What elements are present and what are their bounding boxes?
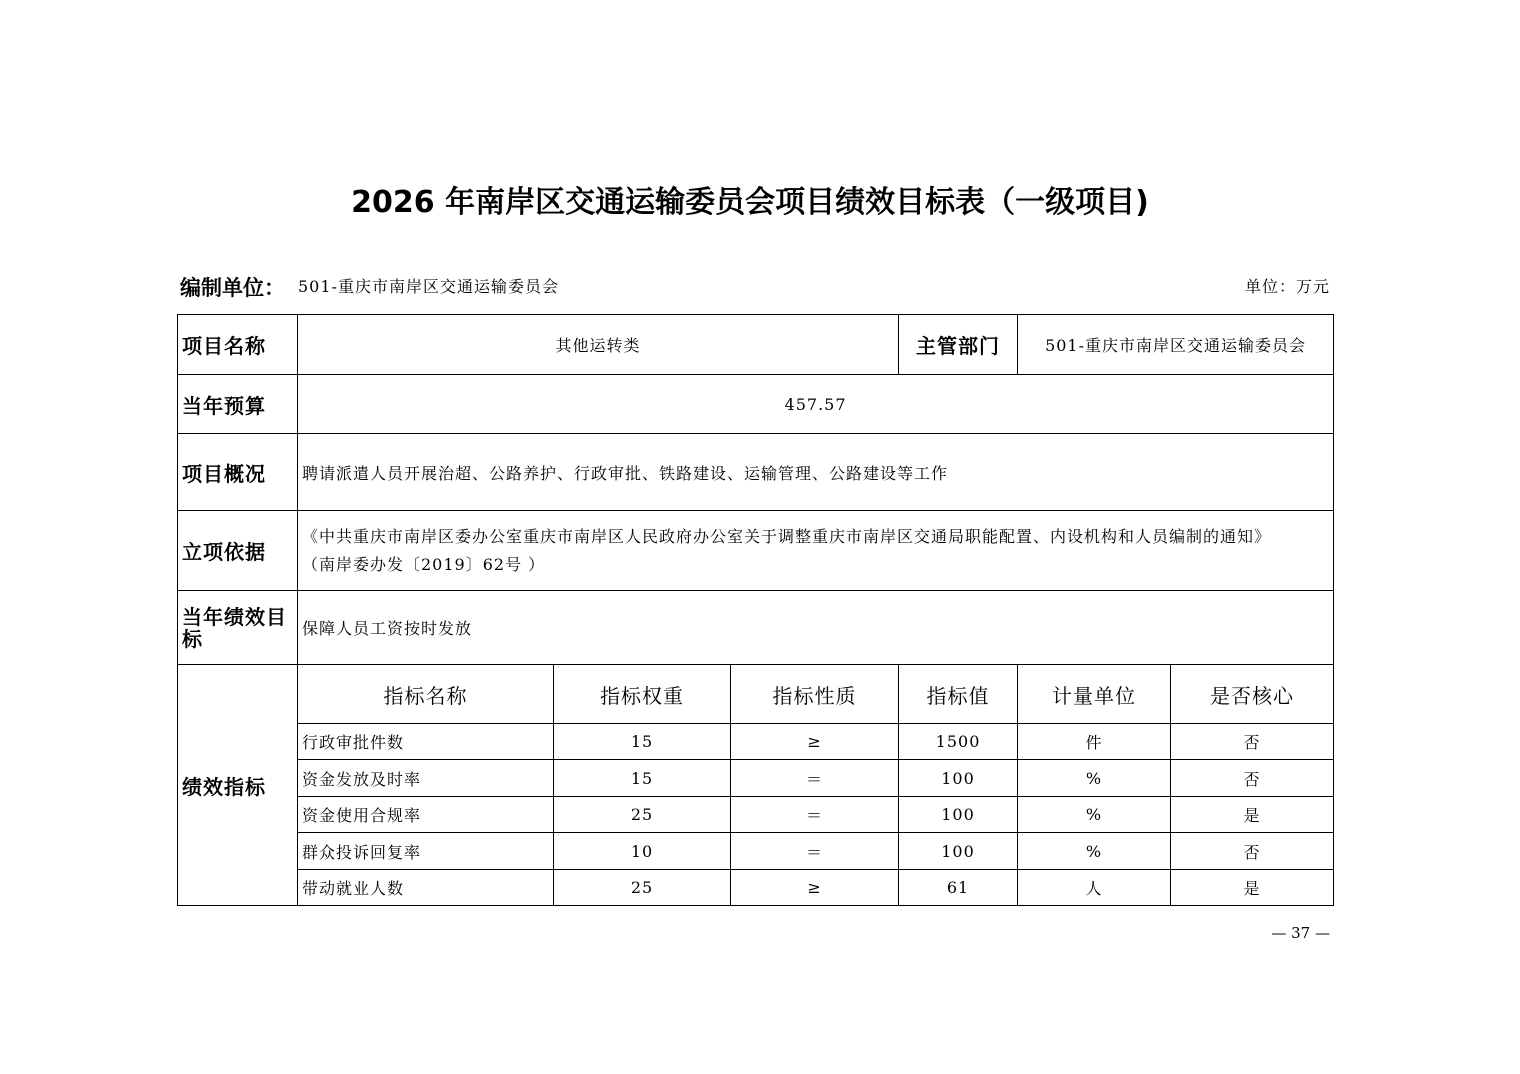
table-row [178, 870, 1334, 906]
indicator-name: 群众投诉回复率 [298, 833, 554, 870]
indicator-core: 否 [1171, 760, 1334, 797]
indicator-nature: ＝ [731, 833, 899, 870]
table-row [178, 833, 1334, 870]
indicator-nature: ＝ [731, 797, 899, 833]
basis-value [298, 511, 1334, 591]
basis-row [178, 511, 1334, 591]
indicator-unit: % [1018, 797, 1171, 833]
indicator-value: 100 [899, 833, 1018, 870]
goal-value: 保障人员工资按时发放 [298, 591, 1334, 665]
indicator-core: 是 [1171, 797, 1334, 833]
indicator-name: 带动就业人数 [298, 870, 554, 906]
table-row [178, 797, 1334, 833]
indicator-weight: 25 [554, 870, 731, 906]
page-title: 2026 年南岸区交通运输委员会项目绩效目标表（一级项目) [351, 185, 1149, 220]
overview-label: 项目概况 [178, 434, 298, 511]
col-header-core: 是否核心 [1171, 665, 1334, 724]
indicator-core: 否 [1171, 833, 1334, 870]
indicator-nature: ≥ [731, 724, 899, 760]
indicator-value: 61 [899, 870, 1018, 906]
indicator-value: 100 [899, 760, 1018, 797]
indicator-name: 资金发放及时率 [298, 760, 554, 797]
performance-table [177, 314, 1334, 906]
indicator-weight: 15 [554, 760, 731, 797]
col-header-name: 指标名称 [298, 665, 554, 724]
col-header-value: 指标值 [899, 665, 1018, 724]
table-row [178, 724, 1334, 760]
indicator-core: 是 [1171, 870, 1334, 906]
org-label: 编制单位： [180, 276, 285, 300]
goal-label: 当年绩效目标 [178, 591, 298, 665]
basis-line-2: （南岸委办发〔2019〕62号 ） [302, 554, 546, 574]
indicator-name: 行政审批件数 [298, 724, 554, 760]
indicator-weight: 10 [554, 833, 731, 870]
project-name-label: 项目名称 [178, 315, 298, 375]
dept-value: 501-重庆市南岸区交通运输委员会 [1018, 315, 1334, 375]
indicator-weight: 15 [554, 724, 731, 760]
indicator-unit: % [1018, 760, 1171, 797]
indicator-value: 1500 [899, 724, 1018, 760]
page-number: — 37 — [1271, 924, 1330, 942]
indicator-nature: ＝ [731, 760, 899, 797]
indicator-weight: 25 [554, 797, 731, 833]
basis-line-1: 《中共重庆市南岸区委办公室重庆市南岸区人民政府办公室关于调整重庆市南岸区交通局职能配置、内设机构和人员编制的通知》 [302, 526, 1272, 546]
budget-label: 当年预算 [178, 375, 298, 434]
project-name-value: 其他运转类 [298, 315, 899, 375]
basis-label: 立项依据 [178, 511, 298, 591]
overview-value: 聘请派遣人员开展治超、公路养护、行政审批、铁路建设、运输管理、公路建设等工作 [298, 434, 1334, 511]
col-header-weight: 指标权重 [554, 665, 731, 724]
table-row [178, 760, 1334, 797]
indicator-value: 100 [899, 797, 1018, 833]
indicator-name: 资金使用合规率 [298, 797, 554, 833]
col-header-nature: 指标性质 [731, 665, 899, 724]
overview-row [178, 434, 1334, 511]
col-header-unit: 计量单位 [1018, 665, 1171, 724]
indicator-header-row [178, 665, 1334, 724]
indicator-unit: % [1018, 833, 1171, 870]
dept-label: 主管部门 [899, 315, 1018, 375]
indicator-unit: 人 [1018, 870, 1171, 906]
goal-row [178, 591, 1334, 665]
indicators-label: 绩效指标 [178, 665, 298, 906]
org-value: 501-重庆市南岸区交通运输委员会 [298, 277, 559, 296]
budget-row [178, 375, 1334, 434]
indicator-core: 否 [1171, 724, 1334, 760]
budget-value: 457.57 [298, 375, 1334, 434]
project-name-row [178, 315, 1334, 375]
indicator-nature: ≥ [731, 870, 899, 906]
indicator-unit: 件 [1018, 724, 1171, 760]
unit-label: 单位：万元 [1244, 277, 1330, 296]
